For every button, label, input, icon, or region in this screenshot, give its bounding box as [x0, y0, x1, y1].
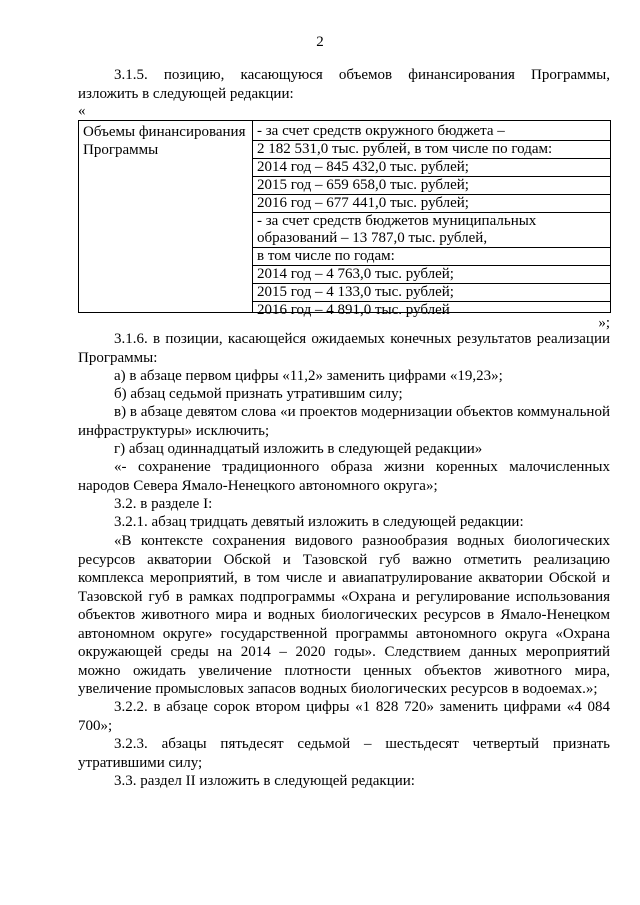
financing-table: [78, 120, 611, 318]
table-row: 2015 год – 4 133,0 тыс. рублей;: [253, 284, 610, 302]
table-row: 2014 год – 4 763,0 тыс. рублей;: [253, 266, 610, 284]
paragraph-3-2-1: 3.2.1. абзац тридцать девятый изложить в следующей редакции:: [114, 514, 524, 530]
paragraph-3-1-5: 3.1.5. позицию, касающуюся объемов финансирования Программы, изложить в следующей редакции:: [78, 67, 610, 102]
item-g-text: «- сохранение традиционного образа жизни коренных малочисленных народов Севера Ямало-Ненецкого автономного округа»;: [78, 459, 610, 494]
table-row: 2016 год – 677 441,0 тыс. рублей;: [253, 195, 610, 213]
open-quote: «: [78, 103, 86, 119]
table-left-cell: Объемы финансирования Программы: [79, 121, 253, 312]
table-right-cell: [253, 121, 610, 321]
paragraph-3-2-2: 3.2.2. в абзаце сорок втором цифры «1 828 720» заменить цифрами «4 084 700»;: [78, 699, 610, 734]
close-quote: »;: [598, 315, 610, 331]
item-g: г) абзац одиннадцатый изложить в следующей редакции»: [114, 441, 483, 457]
paragraph-3-2-1-text: «В контексте сохранения видового разнообразия водных биологических ресурсов акватории Обской и Тазовской губ важно отметить реализацию комплекса мероприятий, в том числе и авиапатрулирование акватории Обской и Тазовской губ в рамках подпрограммы «Охрана и регулирование использования объектов животного мира и водных биологических ресурсов в Ямало-Ненецком автономном округе» государственной программы автономного округа «Охрана окружающей среды на 2014 – 2020 годы». Следствием данных мероприятий можно ожидать увеличение плотности ценных объектов животного мира, увеличение промысловых запасов водных биологических ресурсов в водоемах.»;: [78, 533, 610, 697]
paragraph-3-3: 3.3. раздел II изложить в следующей редакции:: [114, 773, 415, 789]
item-b: б) абзац седьмой признать утратившим силу;: [114, 386, 403, 402]
table-row: 2 182 531,0 тыс. рублей, в том числе по годам:: [253, 141, 610, 159]
paragraph-3-2-3: 3.2.3. абзацы пятьдесят седьмой – шестьдесят четвертый признать утратившими силу;: [78, 736, 610, 771]
table-row: 2014 год – 845 432,0 тыс. рублей;: [253, 159, 610, 177]
item-a: а) в абзаце первом цифры «11,2» заменить цифрами «19,23»;: [114, 368, 503, 384]
table-row: в том числе по годам:: [253, 248, 610, 266]
table-row: 2016 год – 4 891,0 тыс. рублей: [257, 302, 450, 318]
table-row: - за счет средств бюджетов муниципальных образований – 13 787,0 тыс. рублей,: [253, 213, 610, 248]
item-v: в) в абзаце девятом слова «и проектов модернизации объектов коммунальной инфраструктуры» исключить;: [78, 404, 610, 439]
paragraph-3-1-6: 3.1.6. в позиции, касающейся ожидаемых конечных результатов реализации Программы:: [78, 331, 610, 366]
paragraph-3-2: 3.2. в разделе I:: [114, 496, 213, 512]
page-number: 2: [316, 34, 324, 50]
table-row: 2015 год – 659 658,0 тыс. рублей;: [253, 177, 610, 195]
table-row: - за счет средств окружного бюджета –: [253, 123, 610, 141]
